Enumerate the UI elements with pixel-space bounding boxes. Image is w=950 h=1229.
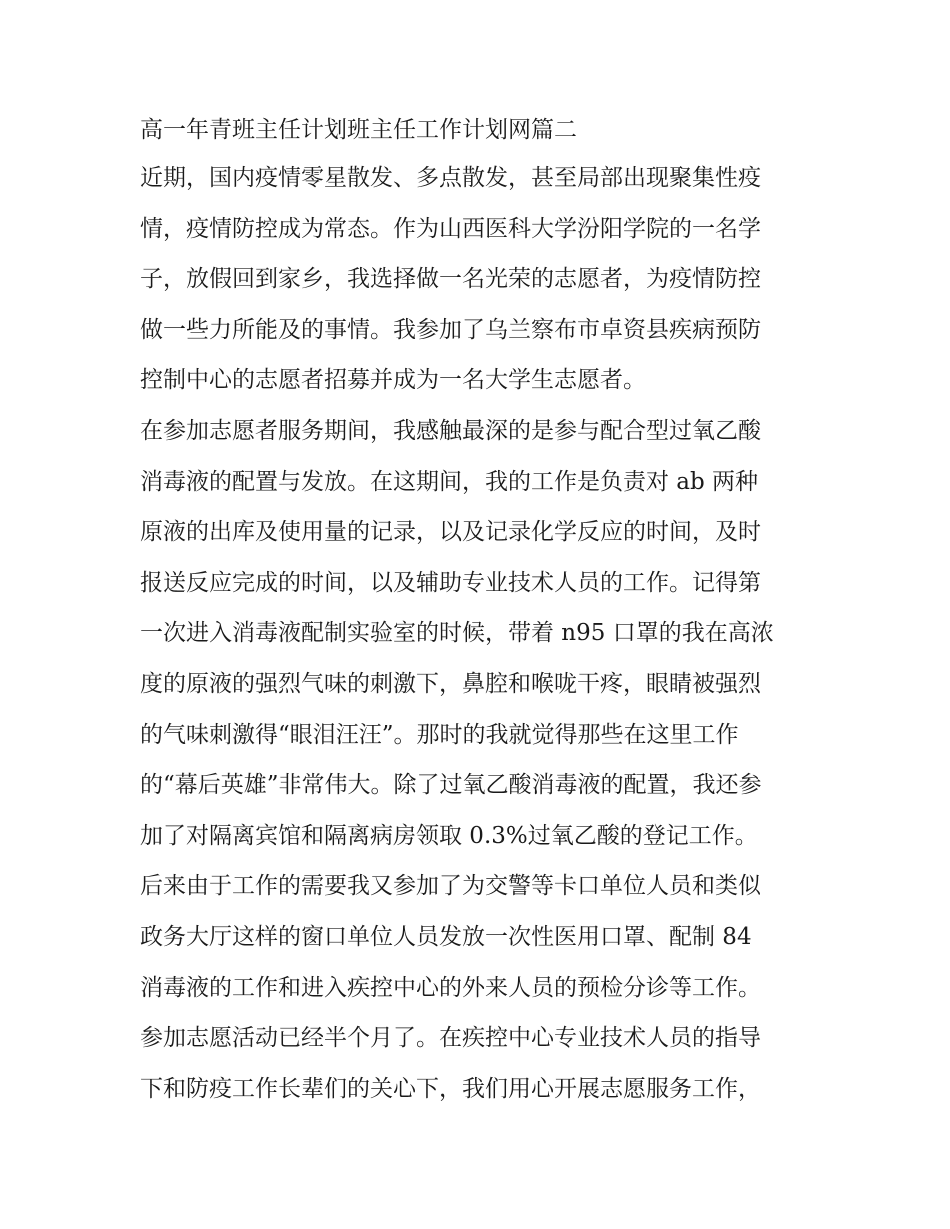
text-line: 控制中心的志愿者招募并成为一名大学生志愿者。: [140, 367, 646, 394]
text-line: 加了对隔离宾馆和隔离病房领取 0.3%过氧乙酸的登记工作。: [140, 822, 758, 849]
text-line: 子，放假回到家乡，我选择做一名光荣的志愿者，为疫情防控: [140, 266, 761, 293]
text-line: 报送反应完成的时间，以及辅助专业技术人员的工作。记得第: [140, 569, 761, 596]
text-line: 的气味刺激得“眼泪汪汪”。那时的我就觉得那些在这里工作: [140, 721, 739, 748]
text-line: 近期，国内疫情零星散发、多点散发，甚至局部出现聚集性疫: [140, 165, 761, 191]
text-line: 政务大厅这样的窗口单位人员发放一次性医用口罩、配制 84: [140, 923, 752, 950]
text-line: 做一些力所能及的事情。我参加了乌兰察布市卓资县疾病预防: [140, 316, 761, 343]
text-line: 下和防疫工作长辈们的关心下，我们用心开展志愿服务工作，: [140, 1075, 761, 1102]
text-line: 在参加志愿者服务期间，我感触最深的是参与配合型过氧乙酸: [140, 417, 761, 444]
text-line: 后来由于工作的需要我又参加了为交警等卡口单位人员和类似: [140, 873, 761, 900]
text-line: 消毒液的配置与发放。在这期间，我的工作是负责对 ab 两种: [140, 468, 759, 495]
text-line: 原液的出库及使用量的记录，以及记录化学反应的时间，及时: [140, 519, 761, 546]
text-line: 度的原液的强烈气味的刺激下，鼻腔和喉咙干疼，眼睛被强烈: [140, 670, 761, 697]
text-line: 一次进入消毒液配制实验室的时候，带着 n95 口罩的我在高浓: [140, 620, 774, 647]
document-title: 高一年青班主任计划班主任工作计划网篇二: [140, 117, 577, 143]
text-line: 的“幕后英雄”非常伟大。除了过氧乙酸消毒液的配置，我还参: [140, 772, 762, 799]
text-line: 参加志愿活动已经半个月了。在疾控中心专业技术人员的指导: [140, 1025, 761, 1052]
text-line: 消毒液的工作和进入疾控中心的外来人员的预检分诊等工作。: [140, 974, 761, 1001]
text-line: 情，疫情防控成为常态。作为山西医科大学汾阳学院的一名学: [140, 215, 761, 242]
document-body: [140, 108, 820, 1114]
